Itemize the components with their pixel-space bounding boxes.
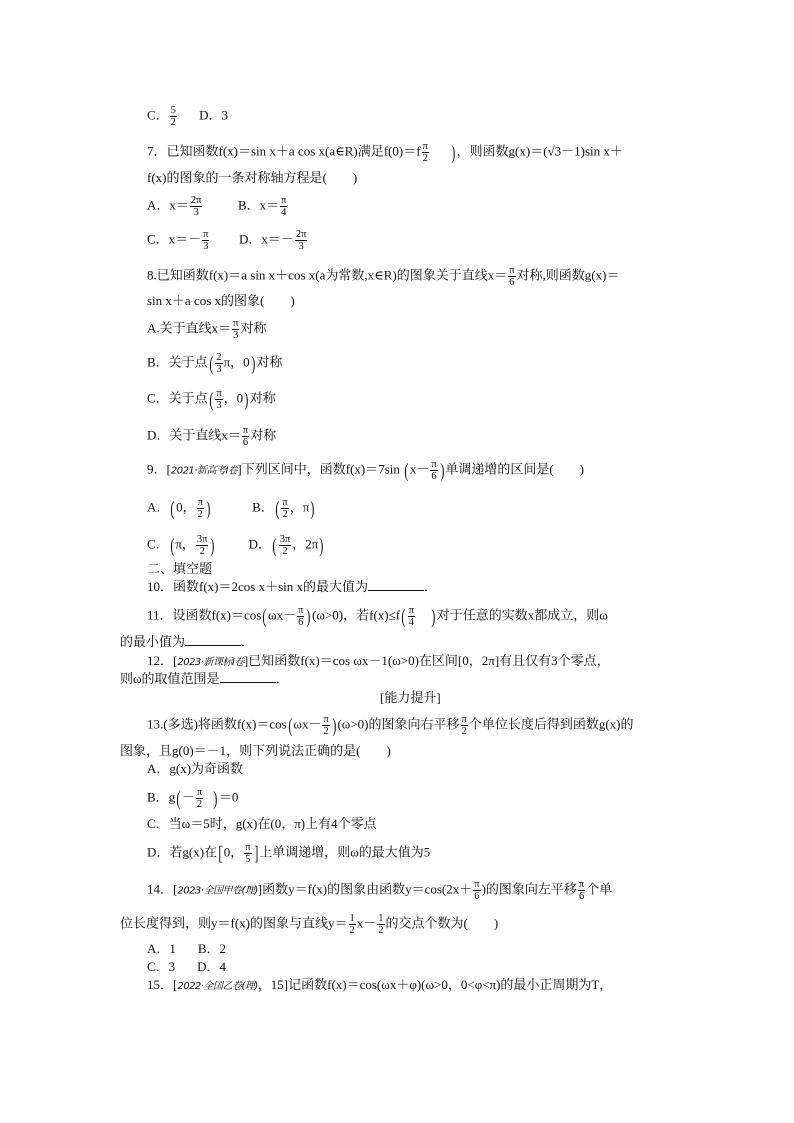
q13-line2: 图象，且g(0)＝－1，则下列说法正确的是( ) xyxy=(120,743,391,758)
section-fill-in: 二、填空题 xyxy=(147,561,213,576)
q9-options-ab: A．(0， $\frac{\pi}{2}$ ) B．( $\frac{\pi}{2}$ ，π) xyxy=(147,497,315,520)
q11-line2: 的最小值为 ． xyxy=(120,634,255,649)
q9-stem: 9．[2021·新高考Ⅰ卷]下列区间中，函数f(x)＝7sin (x－ $\frac{\pi}{6}$ )单调递增的区间是( ) xyxy=(147,459,585,482)
q14-options-cd: C．3 D．4 xyxy=(147,959,227,974)
q13-option-b: B．g(－ $\frac{\pi}{2}$ )＝0 xyxy=(147,787,239,810)
q7-line2: f(x)的图象的一条对称轴方程是( ) xyxy=(147,170,358,185)
q7-options-cd: C．x＝－ $\frac{\pi}{3}$ D．x＝－ $\frac{2\pi}{3}$ xyxy=(147,229,307,252)
q8-option-d: D．关于直线x＝ $\frac{\pi}{6}$ 对称 xyxy=(147,425,277,448)
q13-option-c: C．当ω＝5时，g(x)在(0，π)上有4个零点 xyxy=(147,816,377,831)
answer-blank[interactable] xyxy=(368,578,424,591)
section-ability: [能力提升] xyxy=(380,690,441,705)
q11-line1: 11．设函数f(x)＝cos(ωx－ $\frac{\pi}{6}$ )(ω>0)，若f(x)≤f( $\frac{\pi}{4}$ )对于任意的实数x都成立，则ω xyxy=(147,605,608,628)
q8-line2: sin x＋a cos x的图象( ) xyxy=(147,293,295,308)
q14-line1: 14．[2023·全国甲卷(理)]函数y＝f(x)的图象由函数y＝cos(2x＋ $\frac{\pi}{6}$ )的图象向左平移 $\frac{\pi}{6}$ 个单 xyxy=(147,879,613,902)
q12-line1: 12．[2023·新课标Ⅰ卷]已知函数f(x)＝cos ωx－1(ω>0)在区间[0，2π]有且仅有3个零点， xyxy=(147,653,610,668)
q13-line1: 13.(多选)将函数f(x)＝cos(ωx－ $\frac{\pi}{2}$ )(ω>0)的图象向右平移 $\frac{\pi}{2}$ 个单位长度后得到函数g(x)的 xyxy=(147,714,634,737)
q14-options-ab: A．1 B．2 xyxy=(147,941,227,956)
q13-option-a: A．g(x)为奇函数 xyxy=(147,761,244,776)
answer-blank[interactable] xyxy=(220,670,276,683)
q8-option-a: A.关于直线x＝ $\frac{\pi}{3}$ 对称 xyxy=(147,318,267,341)
q13-option-d: D．若g(x)在[0， $\frac{\pi}{5}$ ]上单调递增，则ω的最大值为5 xyxy=(147,842,431,865)
q10: 10．函数f(x)＝2cos x＋sin x的最大值为 ． xyxy=(147,579,438,594)
q14-line2: 位长度得到，则y＝f(x)的图象与直线y＝ $\frac{1}{2}$ x－ $\frac{1}{2}$ 的交点个数为( ) xyxy=(120,913,499,936)
fraction: $\frac{5}{2}$ xyxy=(170,105,176,128)
q6-options: C． $\frac{5}{2}$ D．3 xyxy=(147,105,229,128)
q7-line1: 7．已知函数f(x)＝sin x＋a cos x(a∈R)满足f(0)＝f $\frac{\pi}{2}$ )，则函数g(x)＝(√3－1)sin x＋ xyxy=(147,141,623,164)
q7-options-ab: A．x＝ $\frac{2\pi}{3}$ B．x＝ $\frac{\pi}{4}$ xyxy=(147,195,287,218)
q9-options-cd: C．(π， $\frac{3\pi}{2}$ ) D．( $\frac{3\pi}{2}$ ，2π) xyxy=(147,534,324,557)
q8-option-c: C．关于点( $\frac{\pi}{3}$ ，0)对称 xyxy=(147,388,276,411)
q12-line2: 则ω的取值范围是 ． xyxy=(120,671,289,686)
q15-line1: 15．[2022·全国乙卷(理)，15]记函数f(x)＝cos(ωx＋φ)(ω>0，0<φ<π)的最小正周期为T， xyxy=(147,977,613,992)
q8-option-b: B．关于点( $\frac{2}{3}$ π，0)对称 xyxy=(147,352,283,375)
q8-line1: 8.已知函数f(x)＝a sin x＋cos x(a为常数,x∈R)的图象关于直线x＝ $\frac{\pi}{6}$ 对称,则函数g(x)＝ xyxy=(147,265,620,288)
answer-blank[interactable] xyxy=(185,633,241,646)
